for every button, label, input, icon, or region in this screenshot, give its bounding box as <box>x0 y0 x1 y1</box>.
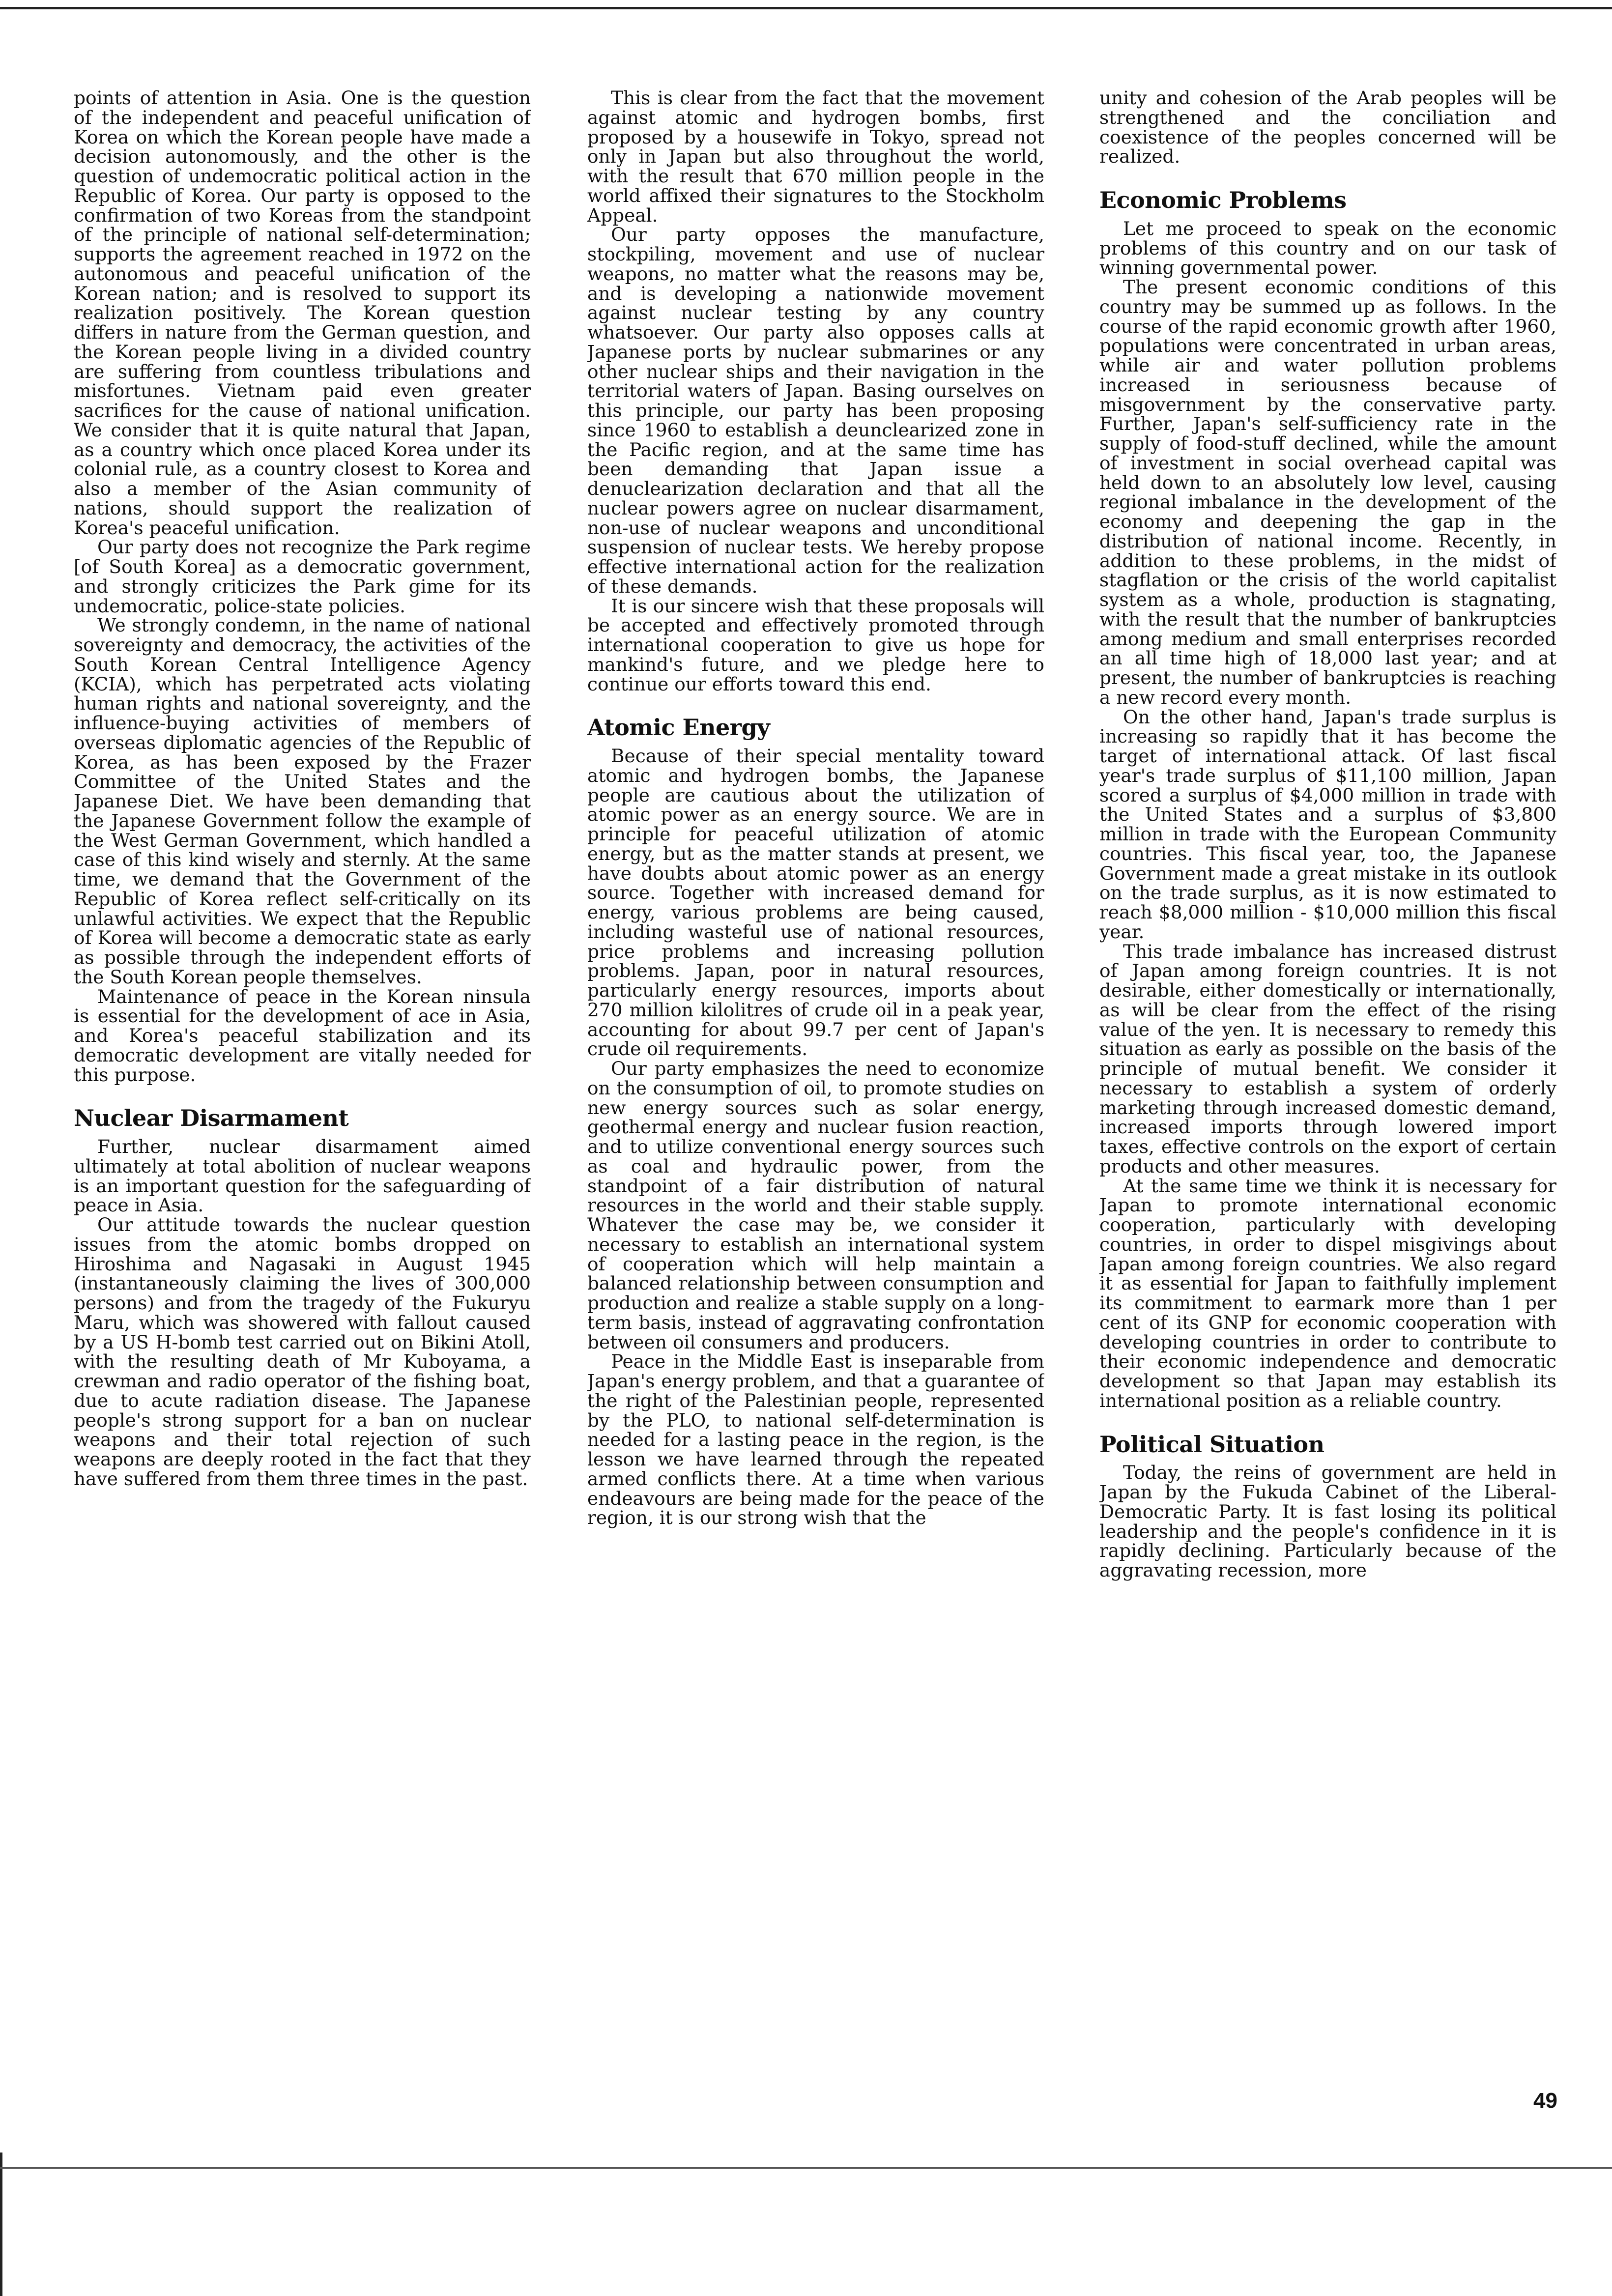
page-number: 49 <box>1533 2089 1557 2113</box>
body-paragraph: Today, the reins of government are held in Japan by the Fukuda Cabinet of the Liberal-Democratic Party. It is fast losing its political leadership and the people's confidence in it is rapidly declining. Particularly because of the aggravating recession, more <box>1099 1462 1556 1581</box>
body-paragraph: At the same time we think it is necessary for Japan to promote international economic cooperation, particularly with developing countries, in order to dispel misgivings about Japan among foreign countries. We also regard it as essential for Japan to faithfully implement its commitment to earmark more than 1 per cent of its GNP for economic cooperation with developing countries in order to contribute to their economic independence and democratic development so that Japan may establish its international position as a reliable country. <box>1099 1175 1556 1411</box>
section-heading: Economic Problems <box>1099 187 1347 213</box>
top-rule <box>0 7 1612 9</box>
body-paragraph: The present economic conditions of this country may be summed up as follows. In the course of the rapid economic growth after 1960, populations were concentrated in urban areas, while air and water pollution problems increased in seriousness because of misgovernment by the conservative party. Further, Japan's self-sufficiency rate in the supply of food-stuff declined, while the amount of investment in social overhead capital was held down to an absolutely low level, causing regional imbalance in the development of the economy and deepening the gap in the distribution of national income. Recently, in addition to these problems, in the midst of stagflation or the crisis of the world capitalist system as a whole, production is stagnating, with the result that the number of bankruptcies among medium and small enterprises recorded an all time high of 18,000 last year; and at present, the number of bankruptcies is reaching a new record every month. <box>1099 276 1556 708</box>
text-column-3 <box>1099 88 1556 2005</box>
body-paragraph: Let me proceed to speak on the economic problems of this country and on our task of winning governmental power. <box>1099 217 1556 279</box>
bottom-rule <box>0 2167 1612 2169</box>
body-paragraph: Because of their special mentality toward atomic and hydrogen bombs, the Japanese people are cautious about the utilization of atomic power as an energy source. We are in principle for peaceful utilization of atomic energy, but as the matter stands at present, we have doubts about atomic power as an energy source. Together with increased demand for energy, various problems are being caused, including wasteful use of national resources, price problems and increasing pollution problems. Japan, poor in natural resources, particularly energy resources, imports about 270 million kilolitres of crude oil in a peak year, accounting for about 99.7 per cent of Japan's crude oil requirements. <box>587 745 1044 1060</box>
left-binding-rule <box>0 2152 2 2296</box>
section-heading: Atomic Energy <box>587 714 770 741</box>
body-paragraph: On the other hand, Japan's trade surplus is increasing so rapidly that it has become the target of international attack. Of last fiscal year's trade surplus of $11,100 million, Japan scored a surplus of $4,000 million in trade with the United States and a surplus of $3,800 million in trade with the European Community countries. This fiscal year, too, the Japanese Government made a great mistake in its outlook on the trade surplus, as it is now estimated to reach $8,000 million - $10,000 million this fiscal year. <box>1099 706 1556 943</box>
body-paragraph: It is our sincere wish that these proposals will be accepted and effectively promoted through international cooperation to give us hope for mankind's future, and we pledge here to continue our efforts toward this end. <box>587 595 1044 695</box>
text-column-2 <box>587 88 1044 2005</box>
body-paragraph: Peace in the Middle East is inseparable from Japan's energy problem, and that a guarantee of the right of the Palestinian people, represented by the PLO, to national self-determination is needed for a lasting peace in the region, is the lesson we have learned through the repeated armed conflicts there. At a time when various endeavours are being made for the peace of the region, it is our strong wish that the <box>587 1350 1044 1529</box>
body-paragraph: Our party does not recognize the Park regime [of South Korea] as a democratic government, and strongly criticizes the Park gime for its undemocratic, police-state policies. <box>74 536 531 617</box>
section-heading: Political Situation <box>1099 1431 1324 1458</box>
body-paragraph: Further, nuclear disarmament aimed ultimately at total abolition of nuclear weapons is an important question for the safeguarding of peace in Asia. <box>74 1136 531 1216</box>
text-column-1 <box>74 88 531 2005</box>
body-paragraph: unity and cohesion of the Arab peoples will be strengthened and the conciliation and coexistence of the peoples concerned will be realized. <box>1099 88 1556 168</box>
body-paragraph: Our party opposes the manufacture, stockpiling, movement and use of nuclear weapons, no matter what the reasons may be, and is developing a nationwide movement against nuclear testing by any country whatsoever. Our party also opposes calls at Japanese ports by nuclear submarines or any other nuclear ships and their navigation in the territorial waters of Japan. Basing ourselves on this principle, our party has been proposing since 1960 to establish a deunclearized zone in the Pacific region, and at the same time has been demanding that Japan issue a denuclearization declaration and that all the nuclear powers agree on nuclear disarmament, non-use of nuclear weapons and unconditional suspension of nuclear tests. We hereby propose effective international action for the realization of these demands. <box>587 224 1044 597</box>
body-paragraph: Our party emphasizes the need to economize on the consumption of oil, to promote studies on new energy sources such as solar energy, geothermal energy and nuclear fusion reaction, and to utilize conventional energy sources such as coal and hydraulic power, from the standpoint of a fair distribution of natural resources in the world and their stable supply. Whatever the case may be, we consider it necessary to establish an international system of cooperation which will help maintain a balanced relationship between consumption and production and realize a stable supply on a long-term basis, instead of aggravating confrontation between oil consumers and producers. <box>587 1058 1044 1353</box>
body-paragraph: This is clear from the fact that the movement against atomic and hydrogen bombs, first proposed by a housewife in Tokyo, spread not only in Japan but also throughout the world, with the result that 670 million people in the world affixed their signatures to the Stockholm Appeal. <box>587 88 1044 226</box>
body-paragraph: Our attitude towards the nuclear question issues from the atomic bombs dropped on Hiroshima and Nagasaki in August 1945 (instantaneously claiming the lives of 300,000 persons) and from the tragedy of the Fukuryu Maru, which was showered with fallout caused by a US H-bomb test carried out on Bikini Atoll, with the resulting death of Mr Kuboyama, a crewman and radio operator of the fishing boat, due to acute radiation disease. The Japanese people's strong support for a ban on nuclear weapons and their total rejection of such weapons are deeply rooted in the fact that they have suffered from them three times in the past. <box>74 1214 531 1490</box>
body-paragraph: points of attention in Asia. One is the question of the independent and peaceful unification of Korea on which the Korean people have made a decision autonomously, and the other is the question of undemocratic political action in the Republic of Korea. Our party is opposed to the confirmation of two Koreas from the standpoint of the principle of national self-determination; supports the agreement reached in 1972 on the autonomous and peaceful unification of the Korean nation; and is resolved to support its realization positively. The Korean question differs in nature from the German question, and the Korean people living in a divided country are suffering from countless tribulations and misfortunes. Vietnam paid even greater sacrifices for the cause of national unification. We consider that it is quite natural that Japan, as a country which once placed Korea under its colonial rule, as a country closest to Korea and also a member of the Asian community of nations, should support the realization of Korea's peaceful unification. <box>74 88 531 539</box>
section-heading: Nuclear Disarmament <box>74 1105 349 1132</box>
body-paragraph: We strongly condemn, in the name of national sovereignty and democracy, the activities of the South Korean Central Intelligence Agency (KCIA), which has perpetrated acts violating human rights and national sovereignty, and the influence-buying activities of members of overseas diplomatic agencies of the Republic of Korea, as has been exposed by the Frazer Committee of the United States and the Japanese Diet. We have been demanding that the Japanese Government follow the example of the West German Government, which handled a case of this kind wisely and sternly. At the same time, we demand that the Government of the Republic of Korea reflect self-critically on its unlawful activities. We expect that the Republic of Korea will become a democratic state as early as possible through the independent efforts of the South Korean people themselves. <box>74 614 531 988</box>
body-paragraph: Maintenance of peace in the Korean ninsula is essential for the development of ace in Asia, and Korea's peaceful stabilization and its democratic development are vitally needed for this purpose. <box>74 985 531 1086</box>
body-paragraph: This trade imbalance has increased distrust of Japan among foreign countries. It is not desirable, either domestically or internationally, as will be clear from the effect of the rising value of the yen. It is necessary to remedy this situation as early as possible on the basis of the principle of mutual benefit. We consider it necessary to establish a system of orderly marketing through increased domestic demand, increased imports through lowered import taxes, effective controls on the export of certain products and other measures. <box>1099 940 1556 1177</box>
